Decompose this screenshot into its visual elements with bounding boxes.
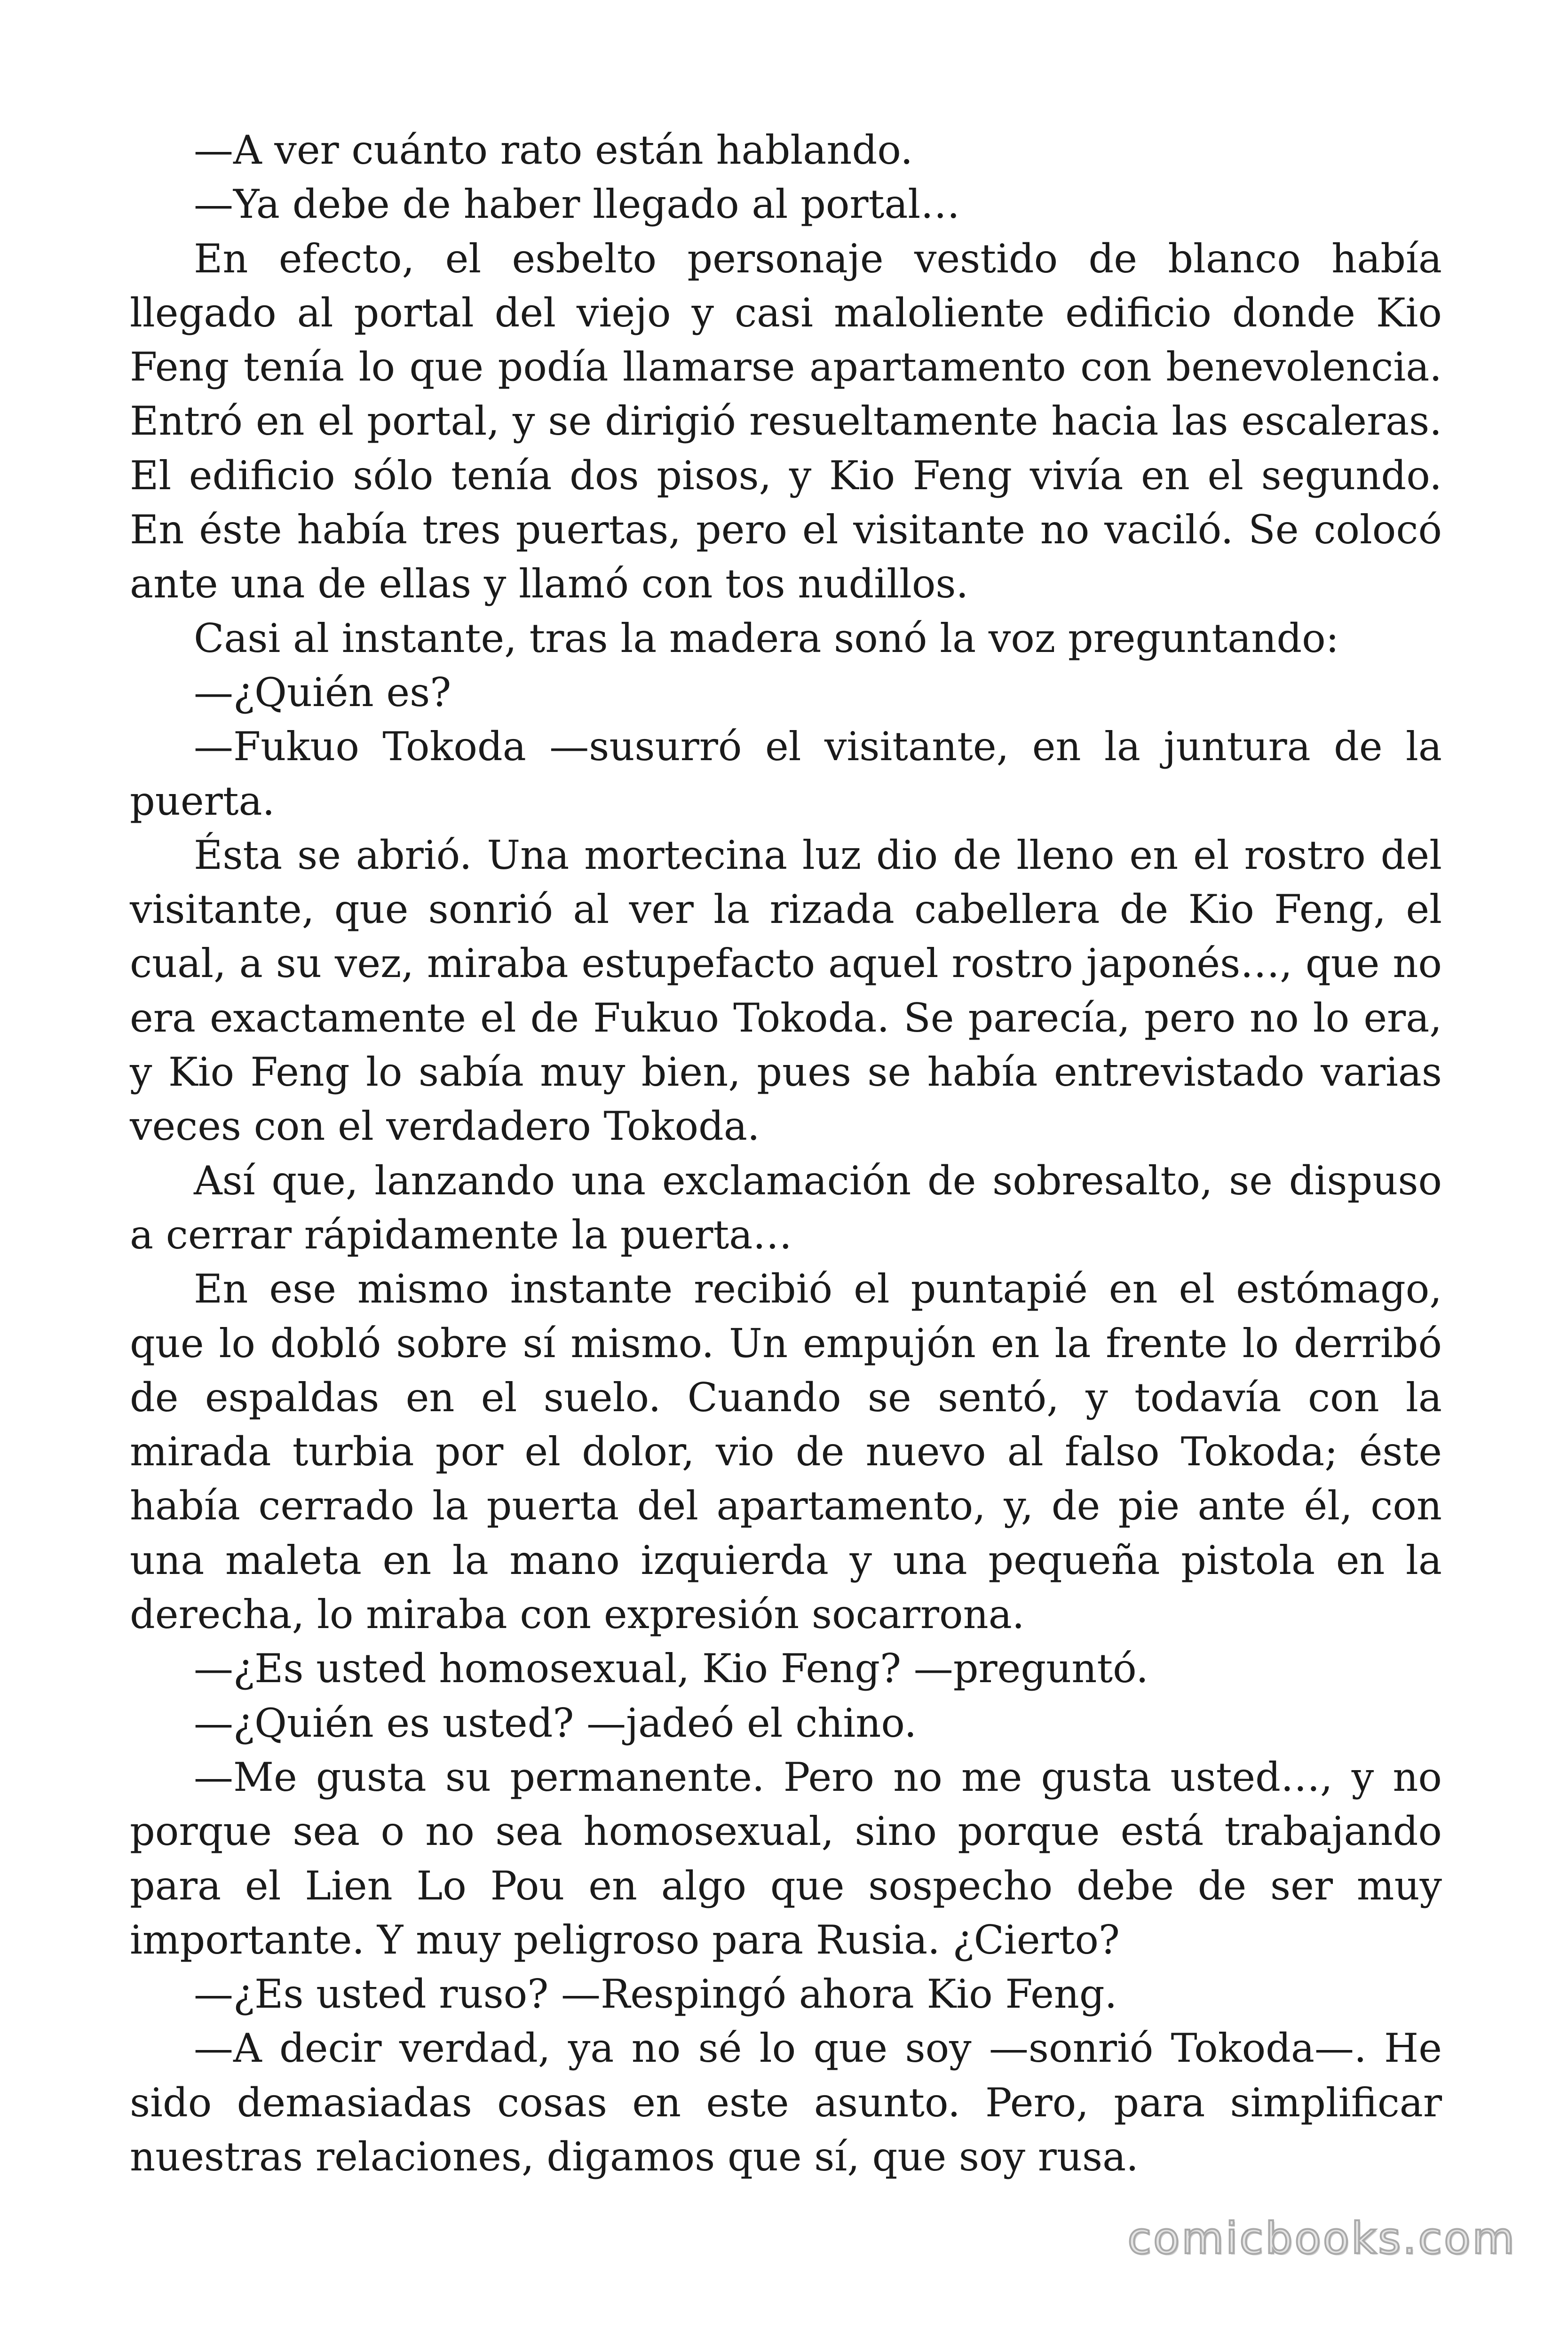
paragraph: —Fukuo Tokoda —susurró el visitante, en la juntura de la puerta. <box>130 723 1442 824</box>
paragraph: —¿Es usted homosexual, Kio Feng? —preguntó. <box>194 1645 1148 1692</box>
paragraph: —Me gusta su permanente. Pero no me gusta usted…, y no porque sea o no sea homosexual, sino porque está trabajando para el Lien Lo Pou en algo que sospecho debe de ser muy importante. Y muy peligroso para Rusia. ¿Cierto? <box>130 1754 1442 1963</box>
paragraph: —¿Quién es? <box>194 669 451 715</box>
paragraph: —Ya debe de haber llegado al portal… <box>194 181 960 228</box>
paragraph: —A ver cuánto rato están hablando. <box>194 127 913 173</box>
watermark: comicbooks.com <box>1127 2213 1516 2264</box>
paragraph: —¿Es usted ruso? —Respingó ahora Kio Feng. <box>194 1971 1117 2018</box>
paragraph: —A decir verdad, ya no sé lo que soy —sonrió Tokoda—. He sido demasiadas cosas en este asunto. Pero, para simplificar nuestras relaciones, digamos que sí, que soy rusa. <box>130 2025 1442 2180</box>
paragraph: Casi al instante, tras la madera sonó la voz preguntando: <box>194 615 1339 661</box>
body-text <box>130 123 1442 2184</box>
paragraph: Ésta se abrió. Una mortecina luz dio de lleno en el rostro del visitante, que sonrió al ver la rizada cabellera de Kio Feng, el cual, a su vez, miraba estupefacto aquel rostro japonés…, que no era exactamente el de Fukuo Tokoda. Se parecía, pero no lo era, y Kio Feng lo sabía muy bien, pues se había entrevistado varias veces con el verdadero Tokoda. <box>130 832 1442 1150</box>
paragraph: En ese mismo instante recibió el puntapié en el estómago, que lo dobló sobre sí mismo. Un empujón en la frente lo derribó de espaldas en el suelo. Cuando se sentó, y todavía con la mirada turbia por el dolor, vio de nuevo al falso Tokoda; éste había cerrado la puerta del apartamento, y, de pie ante él, con una maleta en la mano izquierda y una pequeña pistola en la derecha, lo miraba con expresión socarrona. <box>130 1266 1442 1638</box>
paragraph: Así que, lanzando una exclamación de sobresalto, se dispuso a cerrar rápidamente la puerta… <box>130 1157 1442 1258</box>
paragraph: —¿Quién es usted? —jadeó el chino. <box>194 1700 917 1746</box>
paragraph: En efecto, el esbelto personaje vestido de blanco había llegado al portal del viejo y casi maloliente edificio donde Kio Feng tenía lo que podía llamarse apartamento con benevolencia. Entró en el portal, y se dirigió resueltamente hacia las escaleras. El edificio sólo tenía dos pisos, y Kio Feng vivía en el segundo. En éste había tres puertas, pero el visitante no vaciló. Se colocó ante una de ellas y llamó con tos nudillos. <box>130 235 1442 607</box>
